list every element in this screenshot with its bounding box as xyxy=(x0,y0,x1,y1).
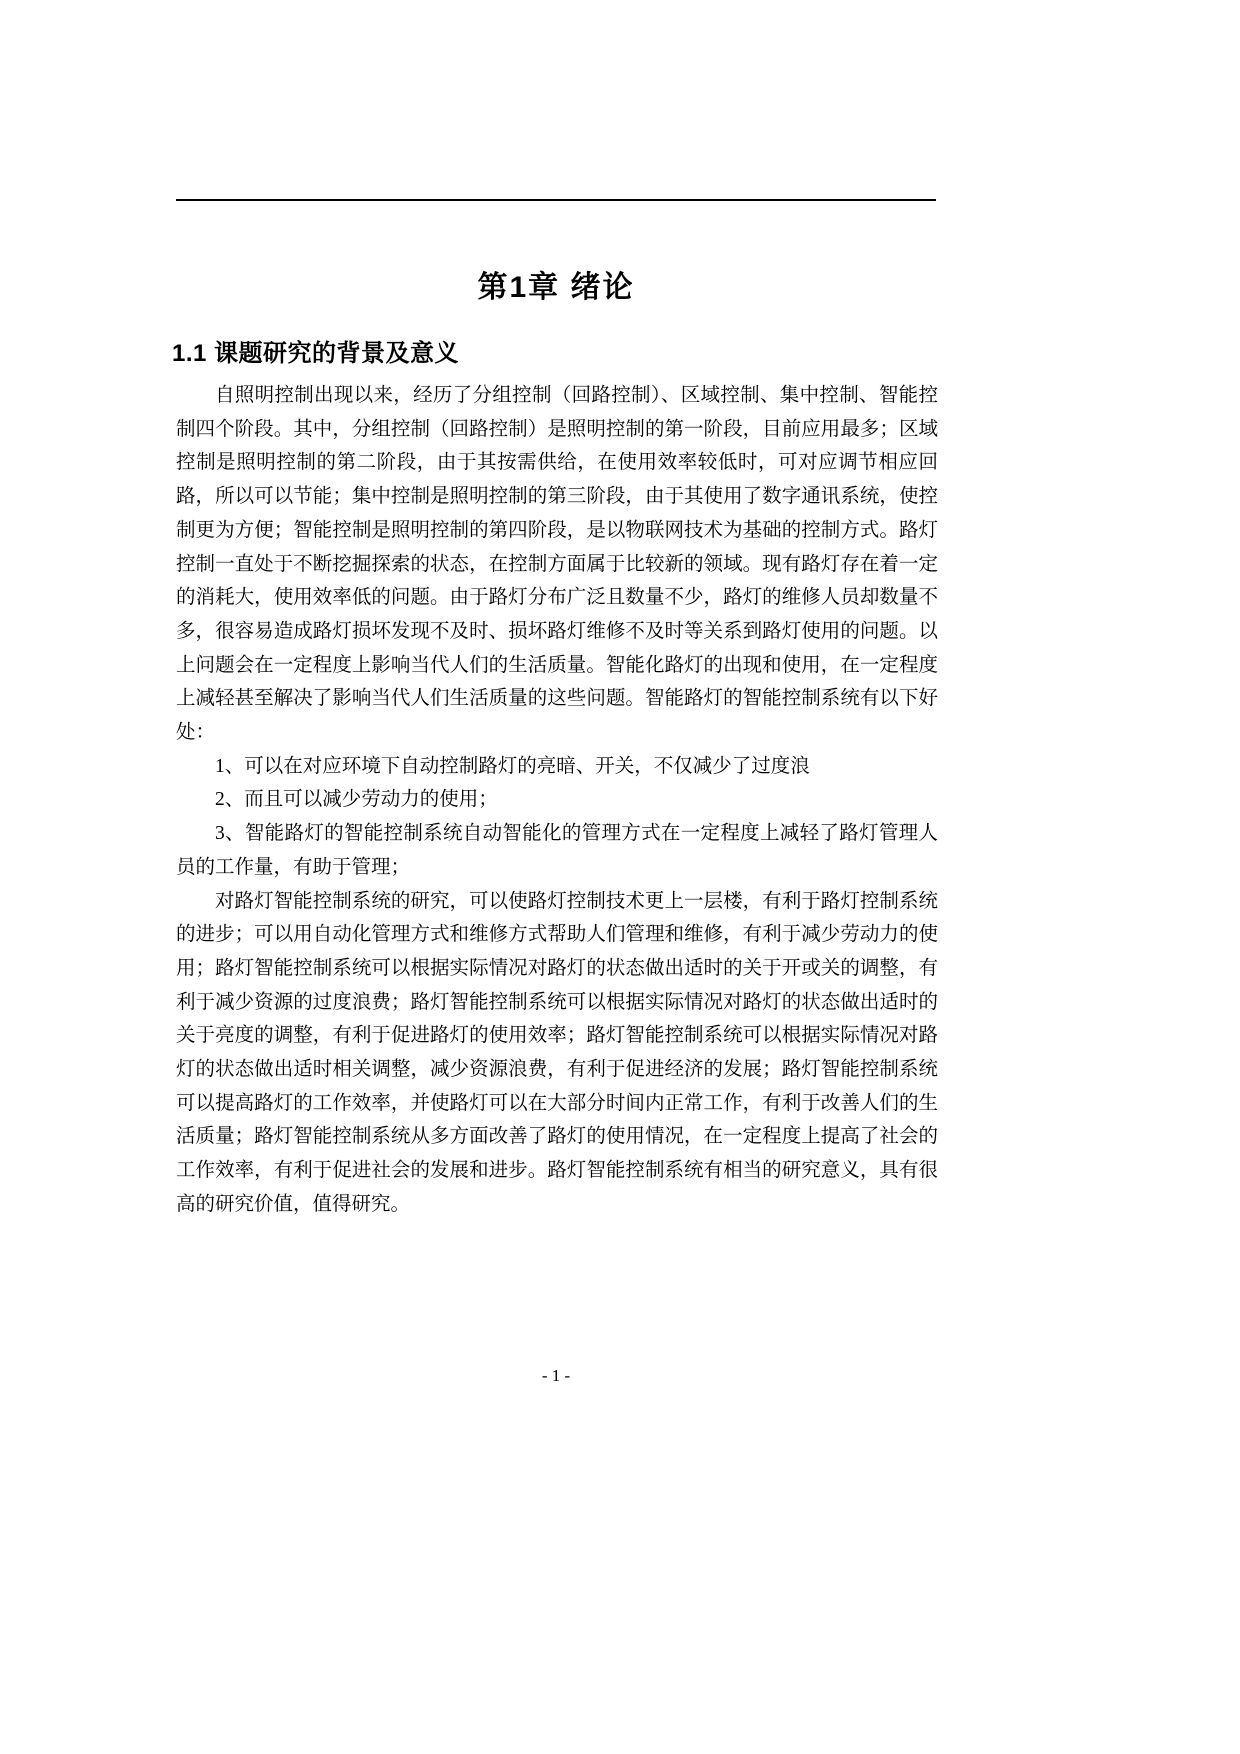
header-rule xyxy=(176,199,936,201)
list-item-1: 1、可以在对应环境下自动控制路灯的亮暗、开关，不仅减少了过度浪 xyxy=(215,755,810,777)
paragraph-significance: 对路灯智能控制系统的研究，可以使路灯控制技术更上一层楼，有利于路灯控制系统的进步；可以用自动化管理方式和维修方式帮助人们管理和维修，有利于减少劳动力的使用；路灯智能控制系统可以根据实际情况对路灯的状态做出适时的关于开或关的调整，有利于减少资源的过度浪费；路灯智能控制系统可以根据实际情况对路灯的状态做出适时的关于亮度的调整，有利于促进路灯的使用效率；路灯智能控制系统可以根据实际情况对路灯的状态做出适时相关调整，减少资源浪费，有利于促进经济的发展；路灯智能控制系统可以提高路灯的工作效率，并使路灯可以在大部分时间内正常工作，有利于改善人们的生活质量；路灯智能控制系统从多方面改善了路灯的使用情况，在一定程度上提高了社会的工作效率，有利于促进社会的发展和进步。路灯智能控制系统有相当的研究意义，具有很高的研究价值，值得研究。 xyxy=(176,890,938,1215)
body-text xyxy=(176,379,938,1222)
page-number: - 1 - xyxy=(541,1366,571,1385)
chapter-title: 第1章 绪论 xyxy=(477,271,635,304)
section-heading: 1.1 课题研究的背景及意义 xyxy=(172,340,460,367)
list-item-3: 3、智能路灯的智能控制系统自动智能化的管理方式在一定程度上减轻了路灯管理人员的工作量，有助于管理； xyxy=(176,823,938,878)
paragraph-background: 自照明控制出现以来，经历了分组控制（回路控制）、区域控制、集中控制、智能控制四个阶段。其中，分组控制（回路控制）是照明控制的第一阶段，目前应用最多；区域控制是照明控制的第二阶段，由于其按需供给，在使用效率较低时，可对应调节相应回路，所以可以节能；集中控制是照明控制的第三阶段，由于其使用了数字通讯系统，使控制更为方便；智能控制是照明控制的第四阶段，是以物联网技术为基础的控制方式。路灯控制一直处于不断挖掘探索的状态，在控制方面属于比较新的领域。现有路灯存在着一定的消耗大，使用效率低的问题。由于路灯分布广泛且数量不少，路灯的维修人员却数量不多，很容易造成路灯损坏发现不及时、损坏路灯维修不及时等关系到路灯使用的问题。以上问题会在一定程度上影响当代人们的生活质量。智能化路灯的出现和使用，在一定程度上减轻甚至解决了影响当代人们生活质量的这些问题。智能路灯的智能控制系统有以下好处： xyxy=(176,385,938,744)
list-item-2: 2、而且可以减少劳动力的使用； xyxy=(215,789,498,811)
